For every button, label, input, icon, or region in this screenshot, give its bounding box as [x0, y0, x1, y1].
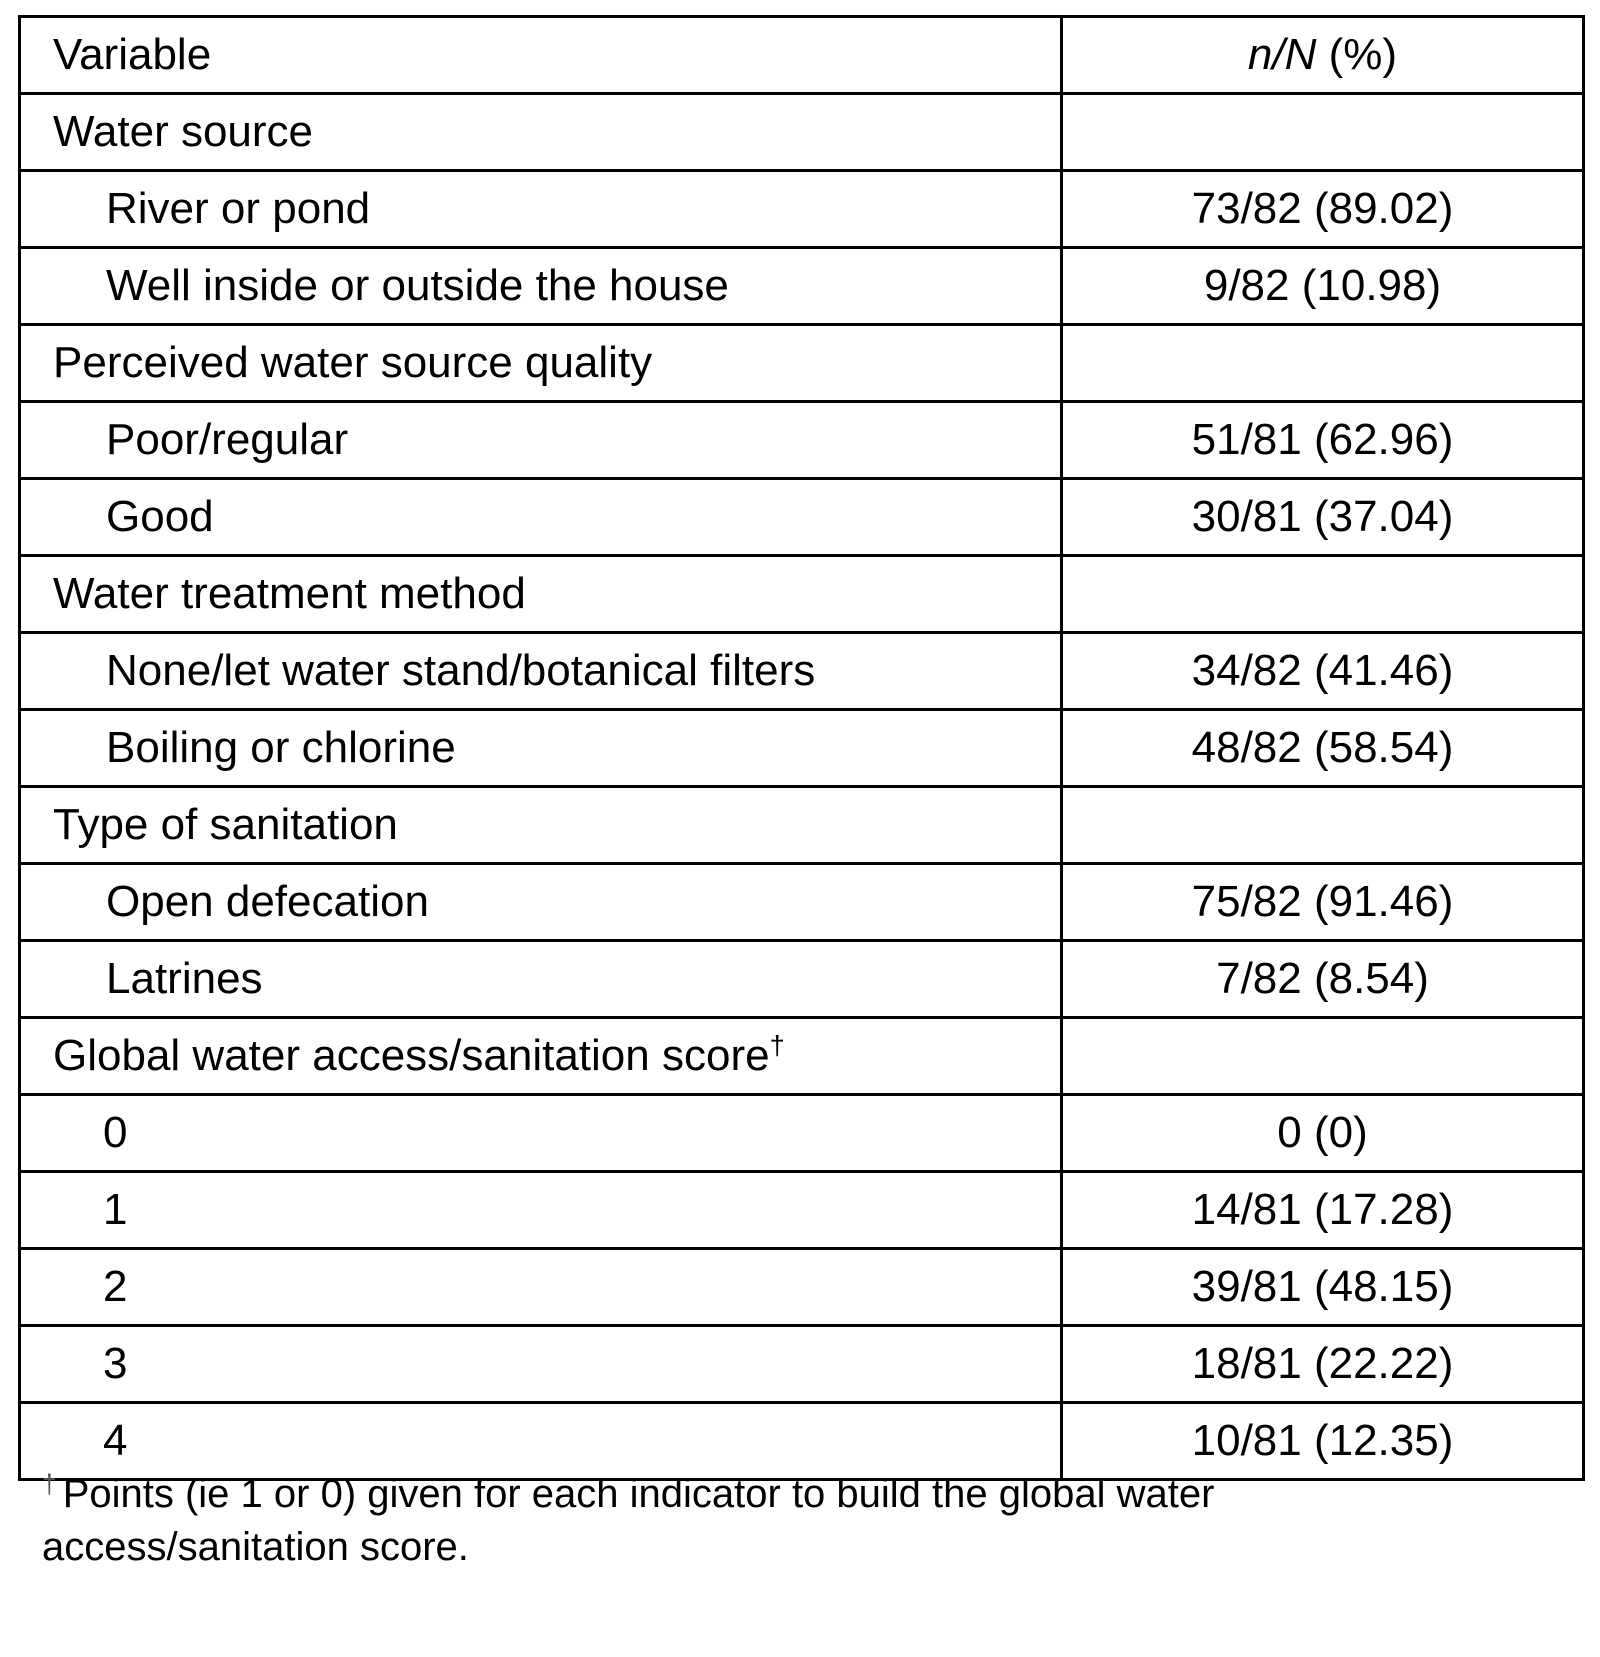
value-label: 39/81 (48.15): [1191, 1261, 1454, 1311]
table-row: [20, 325, 1584, 402]
table-cell-variable: [20, 479, 1062, 556]
table-cell-variable: [20, 1326, 1062, 1403]
variable-label: River or pond: [106, 183, 371, 233]
variable-label: 2: [103, 1261, 128, 1311]
table-row: [20, 171, 1584, 248]
value-label: 48/82 (58.54): [1191, 722, 1454, 772]
table-header: [20, 17, 1584, 94]
variable-label: Type of sanitation: [53, 799, 398, 849]
table-cell-variable: [20, 171, 1062, 248]
variable-label: 4: [103, 1415, 128, 1465]
table-cell-variable: [20, 1249, 1062, 1326]
data-table-container: [18, 15, 1582, 1481]
table-cell-value: [1062, 1172, 1584, 1249]
table-cell-value: [1062, 633, 1584, 710]
table-cell-value: [1062, 787, 1584, 864]
variable-label: Global water access/sanitation score: [53, 1030, 770, 1080]
table-cell-value: [1062, 556, 1584, 633]
value-label: 0 (0): [1277, 1107, 1368, 1157]
variable-label: Poor/regular: [106, 414, 349, 464]
variable-label: 0: [103, 1107, 128, 1157]
table-row: [20, 941, 1584, 1018]
table-row: [20, 1249, 1584, 1326]
column-header-value: [1062, 17, 1584, 94]
value-label: 14/81 (17.28): [1191, 1184, 1454, 1234]
table-cell-variable: [20, 633, 1062, 710]
variable-label: 1: [103, 1184, 128, 1234]
table-cell-value: [1062, 479, 1584, 556]
table-cell-value: [1062, 1326, 1584, 1403]
column-header-value-italic: n/N: [1247, 29, 1317, 79]
variable-label: Well inside or outside the house: [106, 260, 729, 310]
table-cell-value: [1062, 171, 1584, 248]
table-cell-variable: [20, 787, 1062, 864]
table-cell-variable: [20, 94, 1062, 171]
table-cell-variable: [20, 556, 1062, 633]
variable-label: Water source: [53, 106, 314, 156]
table-row: [20, 787, 1584, 864]
table-row: [20, 94, 1584, 171]
table-footnote: [42, 1468, 1522, 1574]
table-row: [20, 1095, 1584, 1172]
table-header-row: [20, 17, 1584, 94]
table-cell-variable: [20, 941, 1062, 1018]
table-cell-value: [1062, 325, 1584, 402]
table-cell-variable: [20, 402, 1062, 479]
table-row: [20, 402, 1584, 479]
table-cell-value: [1062, 941, 1584, 1018]
table-cell-value: [1062, 402, 1584, 479]
table-cell-variable: [20, 1095, 1062, 1172]
table-cell-variable: [20, 1172, 1062, 1249]
column-header-variable: Variable: [20, 17, 1062, 94]
value-label: 51/81 (62.96): [1191, 414, 1454, 464]
table-row: [20, 1018, 1584, 1095]
table-cell-value: [1062, 1095, 1584, 1172]
table-cell-value: [1062, 94, 1584, 171]
table-row: [20, 479, 1584, 556]
table-row: [20, 864, 1584, 941]
footnote-marker-icon: †: [42, 1468, 57, 1499]
value-label: 30/81 (37.04): [1191, 491, 1454, 541]
table-cell-value: [1062, 1249, 1584, 1326]
table-cell-variable: [20, 710, 1062, 787]
value-label: 75/82 (91.46): [1191, 876, 1454, 926]
table-cell-value: [1062, 710, 1584, 787]
table-body: [20, 94, 1584, 1480]
table-cell-variable: [20, 1018, 1062, 1095]
variable-label: Latrines: [106, 953, 263, 1003]
table-row: [20, 1326, 1584, 1403]
table-cell-variable: [20, 248, 1062, 325]
table-row: [20, 633, 1584, 710]
variable-label: Boiling or chlorine: [106, 722, 456, 772]
table-row: [20, 248, 1584, 325]
value-label: 18/81 (22.22): [1191, 1338, 1454, 1388]
table-row: [20, 556, 1584, 633]
variable-label: Water treatment method: [53, 568, 526, 618]
table-cell-value: [1062, 1018, 1584, 1095]
variable-label: None/let water stand/botanical filters: [106, 645, 816, 695]
variable-label: 3: [103, 1338, 128, 1388]
table-cell-value: [1062, 248, 1584, 325]
water-sanitation-table: [18, 15, 1585, 1481]
value-label: 9/82 (10.98): [1203, 260, 1442, 310]
footnote-dagger-icon: †: [769, 1029, 785, 1061]
variable-label: Open defecation: [106, 876, 429, 926]
table-cell-variable: [20, 325, 1062, 402]
table-row: [20, 1172, 1584, 1249]
value-label: 73/82 (89.02): [1191, 183, 1454, 233]
table-row: [20, 710, 1584, 787]
value-label: 34/82 (41.46): [1191, 645, 1454, 695]
table-cell-value: [1062, 864, 1584, 941]
value-label: 7/82 (8.54): [1216, 953, 1429, 1003]
column-header-value-rest: (%): [1316, 29, 1398, 79]
variable-label: Good: [106, 491, 214, 541]
value-label: 10/81 (12.35): [1191, 1415, 1454, 1465]
variable-label: Perceived water source quality: [53, 337, 653, 387]
footnote-text: Points (ie 1 or 0) given for each indicator to build the global water access/sanitation score.: [42, 1472, 1215, 1569]
table-cell-variable: [20, 864, 1062, 941]
